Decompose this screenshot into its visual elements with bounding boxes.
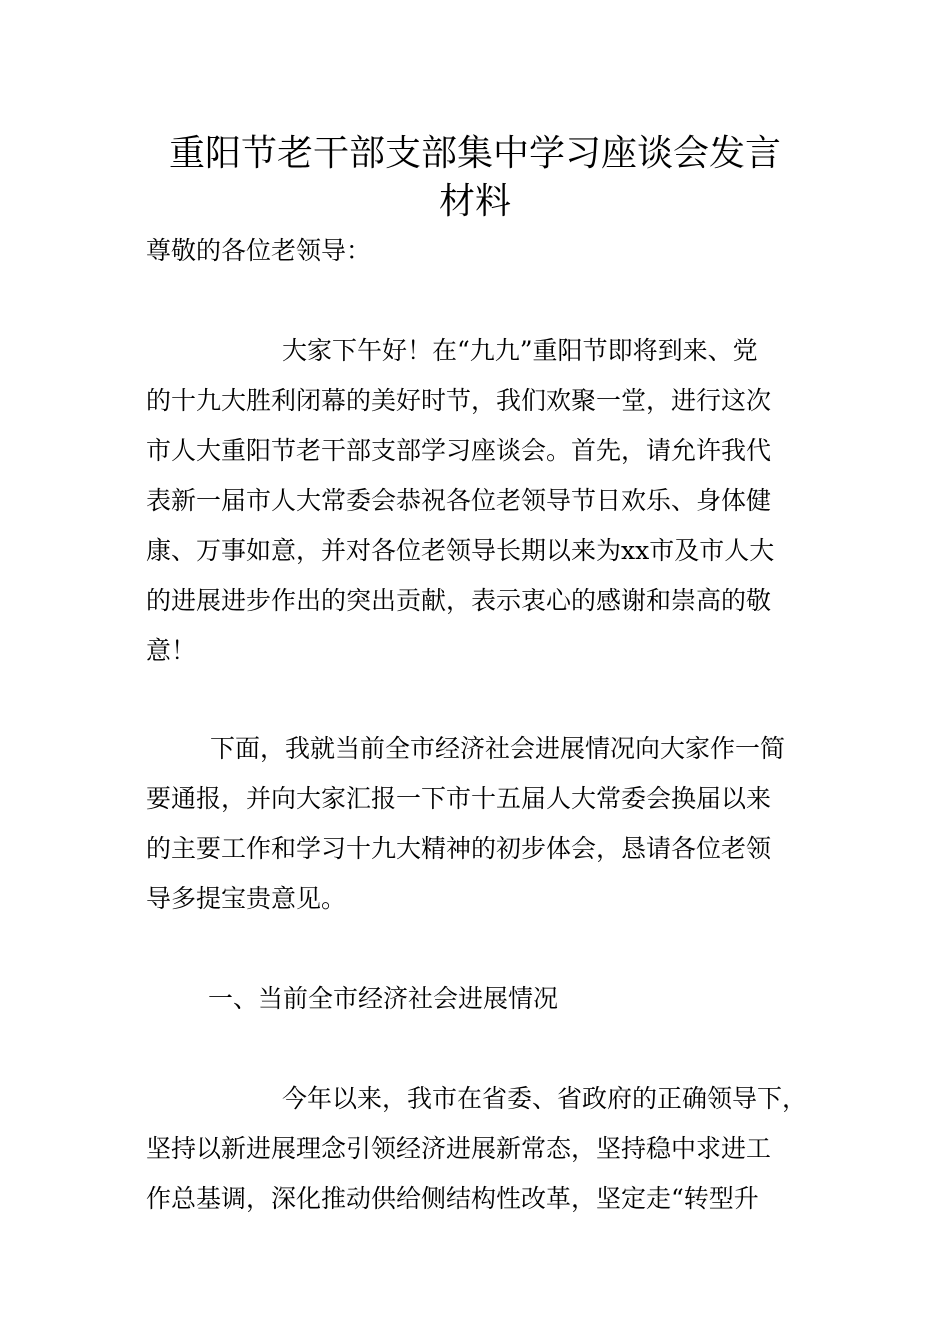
paragraph-1-line: 康、万事如意，并对各位老领导长期以来为xx市及市人大 xyxy=(146,536,775,565)
paragraph-2-line: 的主要工作和学习十九大精神的初步体会，恳请各位老领 xyxy=(146,834,772,863)
paragraph-1-line: 表新一届市人大常委会恭祝各位老领导节日欢乐、身体健 xyxy=(146,486,772,515)
paragraph-3-line: 作总基调，深化推动供给侧结构性改革，坚定走“转型升 xyxy=(146,1184,759,1213)
paragraph-3-line: 坚持以新进展理念引领经济进展新常态，坚持稳中求进工 xyxy=(146,1134,772,1163)
salutation: 尊敬的各位老领导： xyxy=(146,236,372,265)
paragraph-2-line: 要通报，并向大家汇报一下市十五届人大常委会换届以来 xyxy=(146,784,772,813)
paragraph-1-line: 市人大重阳节老干部支部学习座谈会。首先，请允许我代 xyxy=(146,436,772,465)
paragraph-3-line: 今年以来，我市在省委、省政府的正确领导下， xyxy=(282,1084,808,1113)
document-title-line-1: 重阳节老干部支部集中学习座谈会发言 xyxy=(168,133,781,174)
paragraph-2-line: 下面，我就当前全市经济社会进展情况向大家作一简 xyxy=(210,734,786,763)
paragraph-2-line: 导多提宝贵意见。 xyxy=(146,884,347,913)
section-heading: 一、当前全市经济社会进展情况 xyxy=(208,984,559,1013)
document-title-line-2: 材料 xyxy=(438,181,511,222)
paragraph-1-line: 的十九大胜利闭幕的美好时节，我们欢聚一堂，进行这次 xyxy=(146,386,772,415)
paragraph-1-line: 的进展进步作出的突出贡献，表示衷心的感谢和崇高的敬 xyxy=(146,586,772,615)
paragraph-1-line: 大家下午好！在“九九”重阳节即将到来、党 xyxy=(282,336,758,365)
paragraph-1-line: 意！ xyxy=(146,636,197,665)
